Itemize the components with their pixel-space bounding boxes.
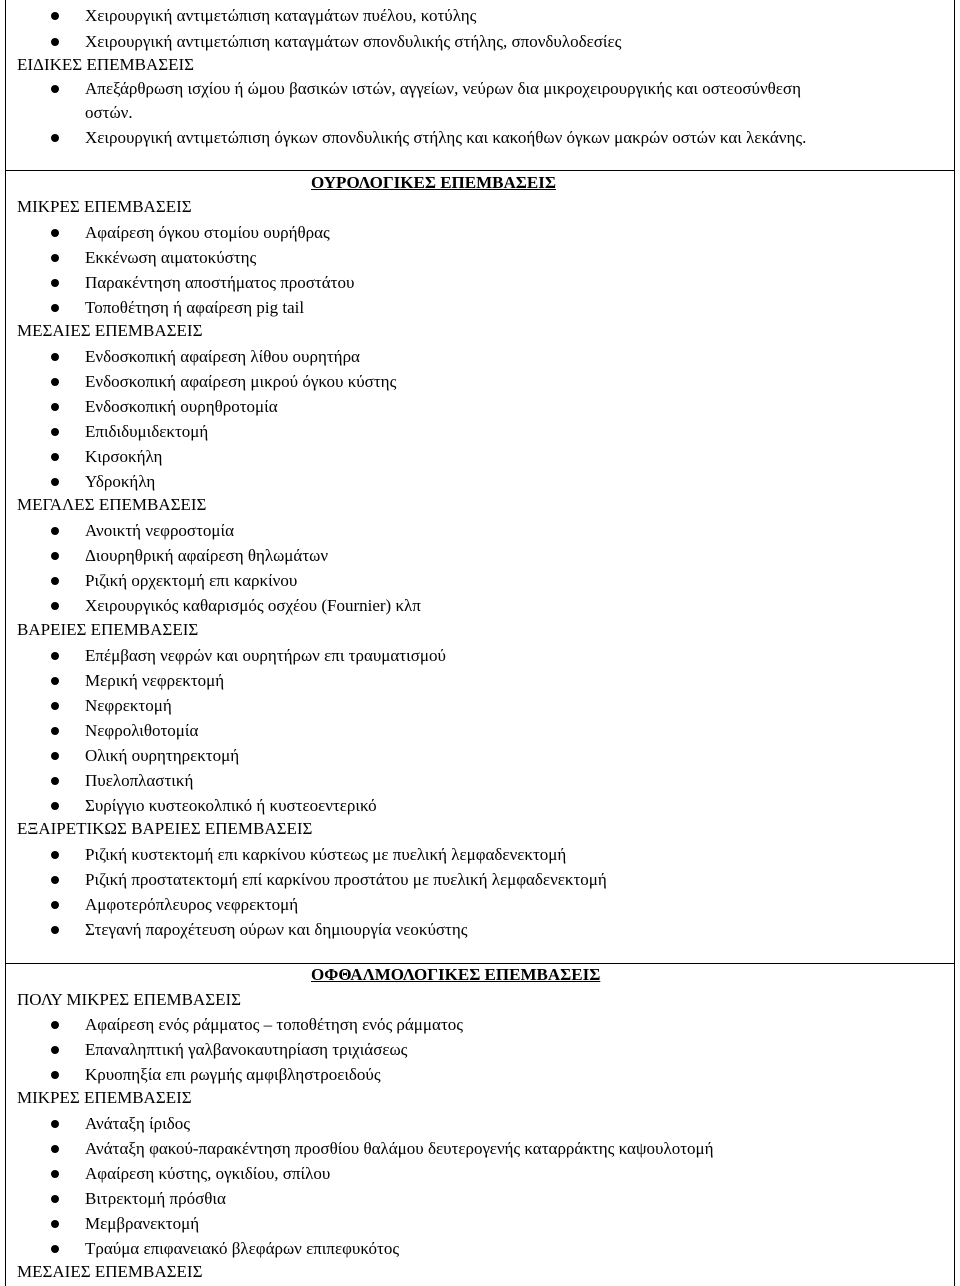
list-item <box>0 126 960 151</box>
list-item <box>0 1112 960 1137</box>
list-item <box>0 1063 960 1088</box>
list-item-text: Τοποθέτηση ή αφαίρεση pig tail <box>85 298 305 317</box>
list-item <box>0 4 960 29</box>
bullet-icon <box>51 353 59 361</box>
list-item-text: Μεμβρανεκτομή <box>85 1214 200 1233</box>
list-item-text: Νεφρολιθοτομία <box>85 721 199 740</box>
bullet-icon <box>51 552 59 560</box>
list-item-text: Τραύμα επιφανειακό βλεφάρων επιπεφυκότος <box>85 1239 400 1258</box>
list-item-text: Πυελοπλαστική <box>85 771 194 790</box>
bullet-icon <box>51 727 59 735</box>
bullet-icon <box>51 1071 59 1079</box>
bullet-icon <box>51 1145 59 1153</box>
bullet-icon <box>51 12 59 20</box>
group-heading: ΜΙΚΡΕΣ ΕΠΕΜΒΑΣΕΙΣ <box>17 1088 192 1107</box>
list-item <box>0 1162 960 1187</box>
list-item <box>0 769 960 794</box>
bullet-icon <box>51 229 59 237</box>
bullet-icon <box>51 677 59 685</box>
list-item-text: Κρυοπηξία επι ρωγμής αμφιβληστροειδούς <box>85 1065 381 1084</box>
bullet-icon <box>51 851 59 859</box>
list-item <box>0 420 960 445</box>
group-heading: ΜΙΚΡΕΣ ΕΠΕΜΒΑΣΕΙΣ <box>17 197 192 216</box>
bullet-icon <box>51 802 59 810</box>
list-item-text: Νεφρεκτομή <box>85 696 172 715</box>
list-item <box>0 221 960 246</box>
list-item <box>0 271 960 296</box>
list-item-text: Εκκένωση αιματοκύστης <box>85 248 257 267</box>
bullet-icon <box>51 1245 59 1253</box>
bullet-icon <box>51 254 59 262</box>
bullet-icon <box>51 1120 59 1128</box>
bullet-icon <box>51 85 59 93</box>
list-item-text: Επέμβαση νεφρών και ουρητήρων επι τραυματισμού <box>85 646 446 665</box>
bullet-icon <box>51 1220 59 1228</box>
list-item <box>0 694 960 719</box>
list-item-text: Παρακέντηση αποστήματος προστάτου <box>85 273 355 292</box>
list-item-text: Ολική ουρητηρεκτομή <box>85 746 240 765</box>
list-item <box>0 395 960 420</box>
group-heading: ΜΕΣΑΙΕΣ ΕΠΕΜΒΑΣΕΙΣ <box>17 1262 203 1281</box>
bullet-icon <box>51 478 59 486</box>
bullet-icon <box>51 279 59 287</box>
list-item <box>0 1013 960 1038</box>
list-item-text: Ενδοσκοπική αφαίρεση λίθου ουρητήρα <box>85 347 360 366</box>
section-title-ophthalmology: ΟΦΘΑΛΜΟΛΟΓΙΚΕΣ ΕΠΕΜΒΑΣΕΙΣ <box>311 965 601 984</box>
table-row-divider <box>5 170 954 171</box>
bullet-icon <box>51 304 59 312</box>
list-item-text: Διουρηθρική αφαίρεση θηλωμάτων <box>85 546 329 565</box>
list-item-text: Υδροκήλη <box>85 472 156 491</box>
bullet-icon <box>51 1046 59 1054</box>
list-item <box>0 77 960 102</box>
bullet-icon <box>51 378 59 386</box>
bullet-icon <box>51 403 59 411</box>
list-item <box>0 1137 960 1162</box>
list-item <box>0 744 960 769</box>
list-item-text: Αφαίρεση όγκου στομίου ουρήθρας <box>85 223 330 242</box>
list-item <box>0 1212 960 1237</box>
bullet-icon <box>51 926 59 934</box>
list-item-text: Ενδοσκοπική αφαίρεση μικρού όγκου κύστης <box>85 372 397 391</box>
list-item-text: Ριζική ορχεκτομή επι καρκίνου <box>85 571 298 590</box>
bullet-icon <box>51 702 59 710</box>
bullet-icon <box>51 38 59 46</box>
bullet-icon <box>51 1170 59 1178</box>
group-heading: ΜΕΣΑΙΕΣ ΕΠΕΜΒΑΣΕΙΣ <box>17 321 203 340</box>
list-item <box>0 470 960 495</box>
list-item-text: Επιδιδυμιδεκτομή <box>85 422 209 441</box>
list-item-text: Κιρσοκήλη <box>85 447 163 466</box>
list-item-text: Ενδοσκοπική ουρηθροτομία <box>85 397 278 416</box>
list-item <box>0 843 960 868</box>
list-item-text: Στεγανή παροχέτευση ούρων και δημιουργία νεοκύστης <box>85 920 468 939</box>
list-item <box>0 345 960 370</box>
list-item <box>0 644 960 669</box>
bullet-icon <box>51 527 59 535</box>
bullet-icon <box>51 428 59 436</box>
bullet-icon <box>51 1021 59 1029</box>
list-item-text: Απεξάρθρωση ισχίου ή ώμου βασικών ιστών, αγγείων, νεύρων δια μικροχειρουργικής και οστεοσύνθεση <box>85 79 801 98</box>
group-heading: ΕΞΑΙΡΕΤΙΚΩΣ ΒΑΡΕΙΕΣ ΕΠΕΜΒΑΣΕΙΣ <box>17 819 313 838</box>
list-item-text: Αφαίρεση ενός ράμματος – τοποθέτηση ενός ράμματος <box>85 1015 464 1034</box>
group-heading: ΠΟΛΥ ΜΙΚΡΕΣ ΕΠΕΜΒΑΣΕΙΣ <box>17 990 242 1009</box>
list-item-text: Ριζική κυστεκτομή επι καρκίνου κύστεως με πυελική λεμφαδενεκτομή <box>85 845 567 864</box>
list-item <box>0 519 960 544</box>
list-item-text: Χειρουργική αντιμετώπιση καταγμάτων σπονδυλικής στήλης, σπονδυλοδεσίες <box>85 32 622 51</box>
list-item <box>0 918 960 943</box>
bullet-icon <box>51 752 59 760</box>
section-heading: ΕΙΔΙΚΕΣ ΕΠΕΜΒΑΣΕΙΣ <box>17 55 195 74</box>
group-heading: ΜΕΓΑΛΕΣ ΕΠΕΜΒΑΣΕΙΣ <box>17 495 207 514</box>
section-title-urology: ΟΥΡΟΛΟΓΙΚΕΣ ΕΠΕΜΒΑΣΕΙΣ <box>311 173 556 192</box>
list-item-text: οστών. <box>85 103 133 122</box>
list-item-text: Ανάταξη ίριδος <box>85 1114 190 1133</box>
list-item-text: Μερική νεφρεκτομή <box>85 671 225 690</box>
list-item <box>0 445 960 470</box>
bullet-icon <box>51 577 59 585</box>
bullet-icon <box>51 134 59 142</box>
list-item <box>0 544 960 569</box>
list-item-text: Ανοικτή νεφροστομία <box>85 521 235 540</box>
bullet-icon <box>51 901 59 909</box>
bullet-icon <box>51 652 59 660</box>
list-item <box>0 569 960 594</box>
bullet-icon <box>51 1195 59 1203</box>
list-item-text: Αφαίρεση κύστης, ογκιδίου, σπίλου <box>85 1164 331 1183</box>
list-item-continuation <box>0 101 960 126</box>
bullet-icon <box>51 876 59 884</box>
list-item-text: Ριζική προστατεκτομή επί καρκίνου προστάτου με πυελική λεμφαδενεκτομή <box>85 870 607 889</box>
list-item <box>0 794 960 819</box>
list-item <box>0 1237 960 1262</box>
group-heading: ΒΑΡΕΙΕΣ ΕΠΕΜΒΑΣΕΙΣ <box>17 620 199 639</box>
list-item-text: Αμφοτερόπλευρος νεφρεκτομή <box>85 895 299 914</box>
list-item-text: Συρίγγιο κυστεοκολπικό ή κυστεοεντερικό <box>85 796 377 815</box>
bullet-icon <box>51 453 59 461</box>
list-item-text: Βιτρεκτομή πρόσθια <box>85 1189 226 1208</box>
list-item <box>0 719 960 744</box>
list-item-text: Χειρουργική αντιμετώπιση καταγμάτων πυέλου, κοτύλης <box>85 6 477 25</box>
list-item-text: Επαναληπτική γαλβανοκαυτηρίαση τριχιάσεως <box>85 1040 408 1059</box>
list-item <box>0 296 960 321</box>
list-item <box>0 669 960 694</box>
list-item <box>0 893 960 918</box>
list-item <box>0 370 960 395</box>
list-item-text: Χειρουργικός καθαρισμός οσχέου (Fournier) κλπ <box>85 596 421 615</box>
list-item <box>0 30 960 55</box>
list-item <box>0 1187 960 1212</box>
list-item <box>0 246 960 271</box>
list-item <box>0 594 960 619</box>
bullet-icon <box>51 602 59 610</box>
list-item <box>0 868 960 893</box>
list-item-text: Ανάταξη φακού-παρακέντηση προσθίου θαλάμου δευτερογενής καταρράκτης καψουλοτομή <box>85 1139 714 1158</box>
list-item-text: Χειρουργική αντιμετώπιση όγκων σπονδυλικής στήλης και κακοήθων όγκων μακρών οστών και λεκάνης. <box>85 128 807 147</box>
bullet-icon <box>51 777 59 785</box>
list-item <box>0 1038 960 1063</box>
